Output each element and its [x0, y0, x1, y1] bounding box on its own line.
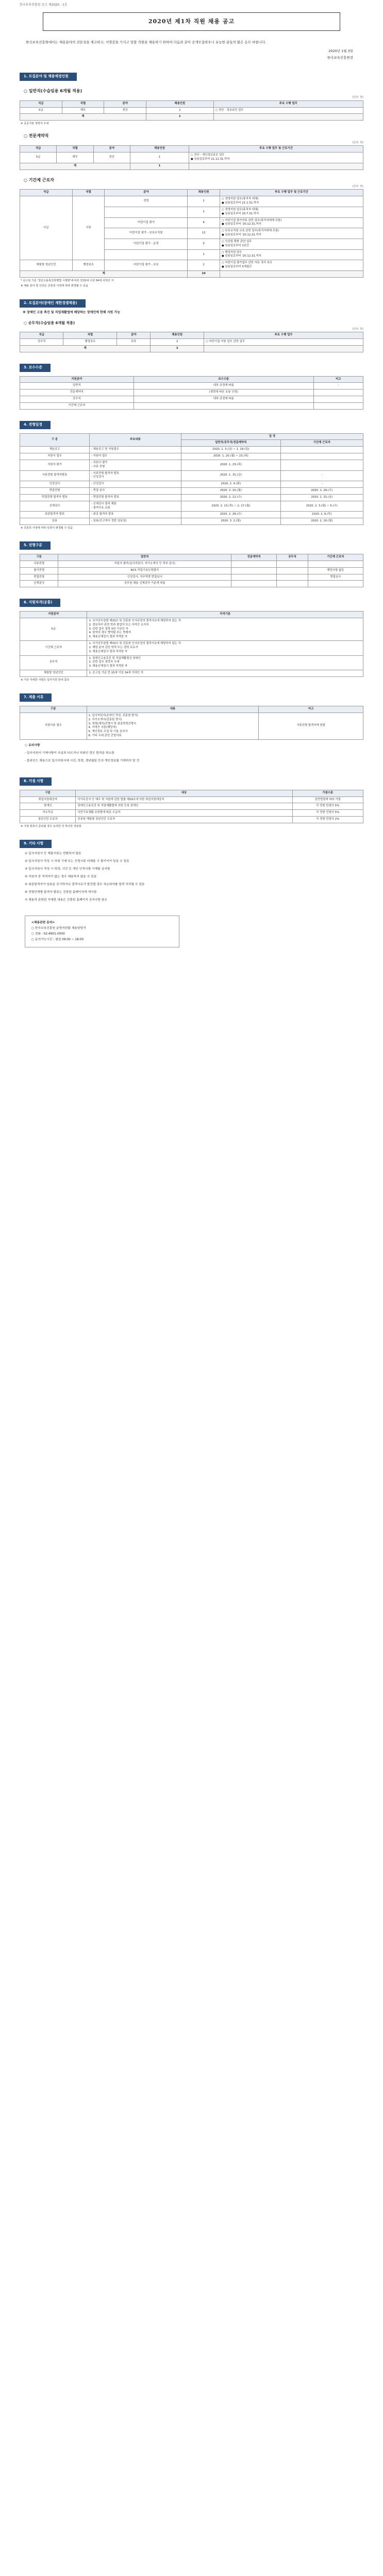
s4-row-6-1: - 면접전형 합격자 발표	[89, 494, 181, 501]
total-label: 계	[20, 114, 146, 121]
temp-cell-6-3: 1	[188, 260, 220, 271]
s7-row	[20, 713, 363, 739]
s3-row-2-1: 내부 규정에 따름	[134, 396, 313, 403]
temp-table	[20, 189, 363, 277]
s4-row	[20, 447, 363, 453]
temp-cell-1-3: 1	[188, 207, 220, 217]
s7-extra-item: - 입사지원서 기재사항이 사실과 다르거나 허위인 경우 합격을 취소함	[25, 751, 114, 755]
temp-intern-grade: 체험형 청년인턴	[20, 260, 73, 271]
s5-row	[20, 567, 363, 574]
s4-h4: 기간제 근로자	[280, 440, 363, 447]
s5-row-2-0: 면접전형	[20, 574, 58, 581]
t-s2-h-1: 직렬	[63, 332, 117, 339]
s2-row-0-4: ○ 어린이집 지원 업무 관련 업무	[204, 339, 363, 346]
s5-row-3-1: 공무원 채용 신체검사 기준에 따름	[58, 581, 231, 587]
s4-row-4-2: 2020. 2. 4.(화)	[181, 481, 281, 488]
s5-row-3-4	[308, 581, 363, 587]
s9-item: ④ 지원자 중 적격자가 없는 경우 채용하지 않을 수 있음	[25, 875, 97, 879]
expert-row-0-2: 전산	[93, 152, 130, 163]
s8-row-3-1: 진흥원 체험형 청년인턴 수료자	[76, 817, 292, 823]
total-row	[20, 270, 363, 277]
expert-unit: (단위: 명)	[352, 141, 363, 145]
s4-row	[20, 481, 363, 488]
temp-cell-0-4: ○ 경영지원 업무(휴직자 대체) ● 임용일로부터 21.1.31.까지	[220, 196, 363, 207]
s8-row	[20, 796, 363, 803]
s4-row	[20, 512, 363, 518]
general-row-0-2: 전산	[104, 107, 146, 114]
s6-row-0-0: 5급	[20, 618, 87, 640]
temp-group-series: 서류	[72, 196, 105, 260]
s3-row-2-2	[313, 396, 363, 403]
t-s5-h-2: 전문계약직	[231, 554, 277, 561]
s4-row-1-1: - 지원서 접수	[89, 453, 181, 460]
s4-row-9-1: - 임용(공고에서 정한 임용일)	[89, 518, 181, 525]
t-s5-h-4: 기간제 근로자	[308, 554, 363, 561]
t-s2-h-3: 채용인원	[151, 332, 204, 339]
section-5-title: 5. 전형구분	[20, 541, 51, 550]
s5-row	[20, 561, 363, 568]
s4-row	[20, 518, 363, 525]
s4-h0: 구 분	[20, 433, 90, 447]
t-general-h-3: 채용인원	[146, 100, 214, 107]
s5-row-3-0: 신체검사	[20, 581, 58, 587]
t-general-h-0: 직급	[20, 100, 62, 107]
s5-row-1-4: 해당사항 없음	[308, 567, 363, 574]
expert-row-0-0: 5급	[20, 152, 57, 163]
general-title: ○ 일반직(수습임용 6개월 적용)	[24, 88, 82, 93]
s3-row-0-0: 일반직	[20, 383, 134, 389]
s4-row-4-3: -	[280, 481, 363, 488]
s6-row-1-0: 기간제 근로자	[20, 641, 87, 655]
page-title: 2020년 제1차 직원 채용 공고	[43, 12, 340, 31]
s2-unit: (단위: 명)	[352, 328, 363, 331]
total-count: 1	[146, 114, 214, 121]
intro-text: 한국보육진흥원에서는 채용분야의 전문성을 제고하고, 사명감을 가지고 일할 직원을 채용하기 위하여 다음과 같이 공개모집하오니 유능한 분들의 많은 응모 바랍니다.	[26, 40, 267, 44]
temp-cell-4-2: 어린이집 평가 - 운영	[105, 239, 188, 249]
s3-row	[20, 396, 363, 403]
s8-row-0-2: 관련법령에 따라 가점	[292, 796, 363, 803]
s7-extra	[20, 740, 363, 764]
section-4-title: 4. 전형일정	[20, 421, 51, 429]
s7-extra-item: - 블라인드 채용으로 입사지원서에 사진, 학력, 생년월일 등의 개인정보를 기재하지 말 것	[25, 759, 140, 762]
s7-cell-1: 1. 입사지원서(온라인 작성, 진흥원 양식) 2. 자기소개서(진흥원 양식) 3. 경력(재직)증명서 및 최종학력증명서 4. 자격증 사본(해당자) 5. 개인정보 수집 및 이용 동의서 6. 기타 우대 관련 증빙서류	[87, 713, 259, 739]
s5-row-1-0: 필기전형	[20, 567, 58, 574]
temp-cell-2-2: 어린이집 평가	[105, 217, 188, 228]
s8-row-3-0: 청년인턴 수료자	[20, 817, 76, 823]
s5-row-1-2	[231, 567, 277, 574]
general-unit: (단위: 명)	[352, 96, 363, 99]
s8-row-2-1: 국민기초생활 보장법에 따른 수급자	[76, 810, 292, 817]
temp-cell-0-3: 1	[188, 196, 220, 207]
s8-row	[20, 803, 363, 810]
s4-row-3-1: - 서류전형 합격자 발표 - 인성검사	[89, 470, 181, 481]
s3-row-1-2	[313, 389, 363, 396]
total-label: 계	[20, 270, 188, 277]
s7-cell-0: 지원서류 접수	[20, 713, 87, 739]
s5-row	[20, 574, 363, 581]
total-count: 2	[151, 345, 204, 352]
temp-cell-2-3: 4	[188, 217, 220, 228]
s4-row-7-2: 2020. 2. 13.(목) ~ 2. 17.(월)	[181, 501, 281, 512]
s5-table	[20, 554, 363, 587]
section-2-title: 2. 모집분야(장애인 제한경쟁채용)	[20, 299, 86, 308]
general-note: ※ 공공기관 경력자 우대	[21, 122, 49, 126]
s4-row-8-0: 최종합격자 발표	[20, 512, 90, 518]
t-s7-h-1: 내용	[87, 706, 259, 713]
s3-row-3-0: 기간제 근로자	[20, 402, 134, 409]
s4-row-5-1: - 면접 심사	[89, 488, 181, 495]
s6-row-2-0: 공무직	[20, 655, 87, 670]
s4-row-2-2: 2020. 1. 23.(목)	[181, 460, 281, 470]
s4-row-7-3: 2020. 2. 3.(월) ~ 5.(수)	[280, 501, 363, 512]
s4-row-2-1: - 지원서 평가 - 서류 전형	[89, 460, 181, 470]
temp-group-grade: 사급	[20, 196, 73, 260]
temp-cell-6-4: ○ 어린이집 평가업무 관련 자료 정리 보조 ● 임용일로부터 5개월간	[220, 260, 363, 271]
s3-row	[20, 402, 363, 409]
t-s5-h-3: 공무직	[277, 554, 308, 561]
s4-row-9-0: 임용	[20, 518, 90, 525]
s4-row-8-2: 2020. 2. 26.(수)	[181, 512, 281, 518]
s6-row-3-0: 체험형 청년인턴	[20, 670, 87, 677]
s3-row	[20, 389, 363, 396]
notice-date: 2020년 1월 3일	[328, 49, 353, 53]
s8-row-0-0: 취업지원대상자	[20, 796, 76, 803]
s5-row-2-3	[277, 574, 308, 581]
t-general-h-4: 주요 수행 업무	[213, 100, 363, 107]
total-label: 계	[20, 345, 151, 352]
s2-sub: ○ 공무직(수습임용 6개월 적용)	[24, 320, 75, 325]
s3-row-3-1	[134, 402, 313, 409]
s8-row	[20, 817, 363, 823]
t-s7-h-0: 구분	[20, 706, 87, 713]
s5-row-0-1: 지원서 평가(입사지원서, 자기소개서 등 적부 심사)	[58, 561, 231, 568]
s6-row	[20, 618, 363, 640]
s3-row-1-0: 전문계약직	[20, 389, 134, 396]
temp-unit: (단위: 명)	[352, 185, 363, 189]
general-row-0-4: ○ 전산 · 정보보안 업무	[213, 107, 363, 114]
contact-box	[25, 916, 179, 947]
temp-intern-series: 행정보조	[72, 260, 105, 271]
expert-table	[20, 145, 363, 170]
s5-row-2-4: 면접심사	[308, 574, 363, 581]
s4-row-4-1: - 인성검사	[89, 481, 181, 488]
s6-row	[20, 655, 363, 670]
expert-title: ○ 전문계약직	[24, 133, 49, 139]
temp-cell-5-4: ○ 행정지원 업무 ● 임용일로부터 '20.12.31.까지	[220, 249, 363, 260]
temp-note-0: * 공고일 기준 '청년고용촉진특별법 시행령'에 따른 만15세 이상 34세 이하인 자	[21, 279, 114, 282]
s4-row-0-3	[280, 447, 363, 453]
notice-number: 한국보육진흥원 공고 제2020 - 1호	[20, 3, 68, 7]
general-row-0-1: 재무	[62, 107, 104, 114]
s4-row-2-0: 지원서 평가	[20, 460, 90, 470]
s3-row-2-0: 공무직	[20, 396, 134, 403]
t-s3-h-1: 보수수준	[134, 376, 313, 383]
s4-row-5-2: 2020. 2. 10.(월)	[181, 488, 281, 495]
contact-title: <채용관련 문의>	[31, 921, 55, 925]
section-8-title: 8. 가점 사항	[20, 777, 52, 786]
s5-row-3-2	[231, 581, 277, 587]
s9-item: ⑥ 전형단계별 합격자 발표는 진흥원 홈페이지에 게시함	[25, 891, 97, 894]
s4-row-3-0: 서류전형 합격자발표	[20, 470, 90, 481]
s4-row-9-3: 2020. 2. 10.(월)	[280, 518, 363, 525]
t-s8-h-0: 구분	[20, 790, 76, 796]
s5-row-1-1: NCS 직업기초능력평가	[58, 567, 231, 574]
expert-row	[20, 152, 363, 163]
s4-row	[20, 453, 363, 460]
s4-row-8-3: 2020. 2. 6.(목)	[280, 512, 363, 518]
s4-row-7-1: - 신체검사 결과 제출 - 결격사유 조회	[89, 501, 181, 512]
temp-title: ○ 기간제 근로자	[24, 177, 54, 182]
section-3-title: 3. 보수수준	[20, 364, 51, 372]
s8-row-2-2: 각 전형 만점의 5%	[292, 810, 363, 817]
total-row	[20, 114, 363, 121]
t-s6-h-0: 지원분야	[20, 612, 87, 618]
s4-row-2-3	[280, 460, 363, 470]
s2-row-0-3: 2	[151, 339, 204, 346]
s8-row-1-1: 장애인고용촉진 및 직업재활법에 의한 등록 장애인	[76, 803, 292, 810]
t-temp-h-3: 채용인원	[188, 190, 220, 196]
s5-row-0-3	[277, 561, 308, 568]
t-temp-h-0: 직급	[20, 190, 73, 196]
t-s2-h-0: 직급	[20, 332, 63, 339]
s4-row-1-2: 2020. 1. 20.(월) ~ 23.(목)	[181, 453, 281, 460]
t-expert-h-4: 주요 수행 업무 및 근로기간	[189, 146, 363, 152]
t-s8-h-1: 대상	[76, 790, 292, 796]
t-s2-h-4: 주요 수행 업무	[204, 332, 363, 339]
t-s6-h-1: 자격기준	[87, 612, 363, 618]
s3-row-0-2: -	[313, 383, 363, 389]
temp-cell-4-4: ○ 국공립 확충 관련 업무 ● 임용일로부터 1년간	[220, 239, 363, 249]
s3-table	[20, 376, 363, 410]
s3-row-0-1: 내부 규정에 따름	[134, 383, 313, 389]
s4-row-6-3: 2020. 1. 31.(금)	[280, 494, 363, 501]
t-general-h-2: 분야	[104, 100, 146, 107]
s8-row	[20, 810, 363, 817]
s6-table	[20, 611, 363, 677]
total-row	[20, 345, 363, 352]
s9-item: ⑤ 최종합격자가 임용을 포기하거나 결격사유가 발견될 경우 차순위자를 합격 처리할 수 있음	[25, 883, 145, 887]
s3-row	[20, 383, 363, 389]
t-expert-h-3: 채용인원	[130, 146, 189, 152]
total-extra	[204, 345, 363, 352]
s9-item: ③ 입사지원서 작성 시 학력, 사진 등 개인 인적사항 기재를 금지함	[25, 868, 110, 871]
section-9-title: 9. 기타 사항	[20, 840, 52, 848]
t-expert-h-2: 분야	[93, 146, 130, 152]
s4-row-1-0: 지원서 접수	[20, 453, 90, 460]
t-s3-h-0: 지원분야	[20, 376, 134, 383]
s5-row-0-4	[308, 561, 363, 568]
t-general-h-1: 직렬	[62, 100, 104, 107]
expert-row-0-4: ○ 전산 · 개인정보보호 업무 ● 임용일로부터 21.12.31.까지	[189, 152, 363, 163]
t-temp-h-2: 분야	[105, 190, 188, 196]
s4-note: ※ 진흥원 사정에 따라 일정이 변경될 수 있음	[21, 527, 73, 530]
org-name: 한국보육진흥원장	[327, 56, 353, 60]
s4-row-3-3: -	[280, 470, 363, 481]
t-s7-h-2: 비고	[259, 706, 363, 713]
section-6-title: 6. 지원자격(공통)	[20, 599, 60, 607]
s8-row-3-2: 각 전형 만점의 2%	[292, 817, 363, 823]
temp-cell-0-2: 경영	[105, 196, 188, 207]
s4-table	[20, 433, 363, 525]
s5-row-2-2	[231, 574, 277, 581]
section-7-title: 7. 제출 서류	[20, 693, 52, 702]
s4-h1: 주요내용	[89, 433, 181, 447]
temp-cell-1-2	[105, 207, 188, 217]
s4-row-4-0: 인성검사	[20, 481, 90, 488]
s3-row-1-1: (경력에 따른 호봉 산정)	[134, 389, 313, 396]
s8-row-1-2: 각 전형 만점의 5%	[292, 803, 363, 810]
general-row	[20, 107, 363, 114]
s8-table	[20, 790, 363, 823]
s5-row-2-1: 인성검사, 직무역량 면접심사	[58, 574, 231, 581]
s7-table	[20, 706, 363, 740]
s4-h3: 일반직/공무직/전문계약직	[181, 440, 281, 447]
s8-row-0-1: 국가유공자 등 예우 및 지원에 관한 법률 제29조에 의한 취업지원대상자	[76, 796, 292, 803]
temp-cell-4-3: 3	[188, 239, 220, 249]
s4-row-6-2: 2020. 2. 12.(수)	[181, 494, 281, 501]
s4-row-0-1: - 채용공고 및 지원접수	[89, 447, 181, 453]
s9-item: ① 입사지원서 등 제출서류는 반환하지 않음	[25, 852, 81, 856]
temp-cell-3-2: 어린이집 평가 - 보육교직원	[105, 228, 188, 239]
temp-cell-6-2: 어린이집 평가 - 보육	[105, 260, 188, 271]
contact-line: ○ 전화 : 02-6901-0000	[31, 933, 65, 936]
s5-row-0-2	[231, 561, 277, 568]
s8-note: ※ 가점 항목이 중복될 경우 유리한 것 하나만 적용함	[21, 824, 81, 828]
t-s8-h-2: 가점수준	[292, 790, 363, 796]
s5-row	[20, 581, 363, 587]
contact-line: ○ 한국보육진흥원 운영지원팀 채용담당자	[31, 927, 86, 930]
s7-extra-title: ○ 유의사항	[25, 743, 40, 747]
s9-item: ② 입사지원서 작성 시 허위 기재 또는 증빙서류 미제출 시 불이익이 있을 수 있음	[25, 860, 129, 863]
t-temp-h-1: 직렬	[72, 190, 105, 196]
temp-cell-5-2	[105, 249, 188, 260]
s4-row	[20, 501, 363, 512]
total-extra	[213, 114, 363, 121]
s4-row	[20, 470, 363, 481]
general-row-0-3: 1	[146, 107, 214, 114]
s8-row-2-0: 저소득층	[20, 810, 76, 817]
s2-table	[20, 332, 363, 352]
general-row-0-0: 5급	[20, 107, 62, 114]
s2-row-0-1: 행정보조	[63, 339, 117, 346]
temp-cell-3-4: ○ 보육교직원 교육 관련 업무(휴직자대체 포함) ● 임용일로부터 '20.12.31.까지	[220, 228, 363, 239]
t-expert-h-1: 직렬	[57, 146, 93, 152]
s2-row-0-0: 공무직	[20, 339, 63, 346]
temp-cell-5-3: 1	[188, 249, 220, 260]
s4-row	[20, 460, 363, 470]
temp-cell-1-4: ○ 경영지원 업무(휴직자 대체) ● 임용일로부터 20.7.31.까지	[220, 207, 363, 217]
s2-row	[20, 339, 363, 346]
t-s3-h-2: 비고	[313, 376, 363, 383]
expert-row-0-3: 1	[130, 152, 189, 163]
section-1-title: 1. 모집분야 및 채용예정인원	[20, 73, 77, 81]
s6-row-0-1: 1. 국가공무원법 제33조 및 진흥원 인사규정의 결격사유에 해당하지 않는 자 2. 정보처리 관련 학과 졸업자 또는 자격증 소지자 3. 관련 업무 경력 3년 이상인 자 4. 남자의 경우 병역필 또는 면제자 5. 채용신체검사 결과 적격한 자	[87, 618, 363, 640]
temp-row	[20, 196, 363, 207]
dateline	[20, 48, 363, 61]
s6-row-1-1: 1. 국가공무원법 제33조 및 진흥원 인사규정의 결격사유에 해당하지 않는 자 2. 해당 분야 관련 학력 또는 경력 보유자 3. 채용신체검사 결과 적격한 자	[87, 641, 363, 655]
s2-row-0-2: 보육	[117, 339, 151, 346]
temp-cell-3-3: 12	[188, 228, 220, 239]
s4-row-0-2: 2020. 1. 3.(금) ~ 1. 19.(일)	[181, 447, 281, 453]
s4-row-6-0: 면접전형 합격자 발표	[20, 494, 90, 501]
total-row	[20, 163, 363, 170]
s8-row-1-0: 장애인	[20, 803, 76, 810]
s4-row-0-0: 채용공고	[20, 447, 90, 453]
total-extra	[189, 163, 363, 170]
s6-row-2-1: 1. 장애인고용촉진 및 직업재활법상 장애인 2. 관련 업무 경력자 우대 3. 채용신체검사 결과 적격한 자	[87, 655, 363, 670]
total-count: 24	[188, 270, 220, 277]
s9-item: ⑦ 채용과 관련된 자세한 내용은 진흥원 홈페이지 공지사항 참조	[25, 899, 107, 902]
s6-note: ※ 기타 자세한 사항은 입사지원 안내 참조	[21, 678, 70, 682]
total-extra	[220, 270, 363, 277]
s4-row	[20, 494, 363, 501]
t-s5-h-1: 일반직	[58, 554, 231, 561]
t-expert-h-0: 직급	[20, 146, 57, 152]
total-count: 1	[130, 163, 189, 170]
s6-row	[20, 641, 363, 655]
s4-row-7-0: 신체검사	[20, 501, 90, 512]
s4-row	[20, 488, 363, 495]
t-temp-h-4: 주요 수행 업무 및 근로기간	[220, 190, 363, 196]
expert-row-0-1: 재무	[57, 152, 93, 163]
temp-cell-2-4: ○ 어린이집 평가지표 관련 업무(휴직자대체 포함) ● 임용일로부터 '20.12.31.까지	[220, 217, 363, 228]
s5-row-0-0: 서류전형	[20, 561, 58, 568]
s6-row-3-1: 1. 공고일 기준 만 15세 이상 34세 이하인 자	[87, 670, 363, 677]
temp-note-1: ※ 채용 분야 및 인원은 진흥원 사정에 따라 변경될 수 있음	[21, 284, 89, 288]
t-s2-h-2: 분야	[117, 332, 151, 339]
s4-row-9-2: 2020. 3. 2.(월)	[181, 518, 281, 525]
s7-cell-2: 서류전형 합격자에 한함	[259, 713, 363, 739]
s4-row-5-3: 2020. 1. 29.(수)	[280, 488, 363, 495]
total-label: 계	[20, 163, 130, 170]
s5-row-1-3	[277, 567, 308, 574]
s9-list	[20, 848, 363, 903]
contact-line: ○ 문의가능시간 : 평일 09:00 ~ 18:00	[31, 938, 84, 942]
t-s5-h-0: 구분	[20, 554, 58, 561]
s4-h2: 일 정	[181, 433, 363, 440]
s4-row-5-0: 면접전형	[20, 488, 90, 495]
s3-row-3-2	[313, 402, 363, 409]
s4-row-1-3	[280, 453, 363, 460]
s6-row	[20, 670, 363, 677]
temp-row	[20, 260, 363, 271]
section-2-note: ※ 장애인 고용 촉진 및 직업재활법에 해당하는 장애인에 한해 지원 가능	[23, 311, 121, 315]
s5-row-3-3	[277, 581, 308, 587]
s4-row-3-2: 2020. 1. 31.(금)	[181, 470, 281, 481]
s4-row-8-1: - 최종 합격자 발표	[89, 512, 181, 518]
general-table	[20, 100, 363, 121]
